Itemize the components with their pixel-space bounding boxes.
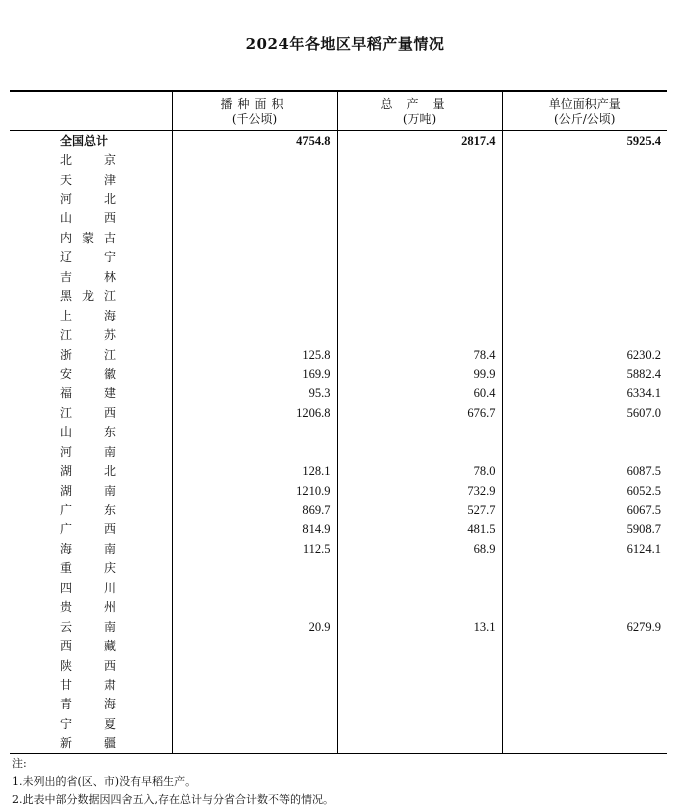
note-item: 2.此表中部分数据因四舍五入,存在总计与分省合计数不等的情况。 [12, 793, 334, 806]
area-cell [172, 734, 337, 754]
region-name: 重 庆 [60, 561, 116, 576]
region-cell [10, 559, 172, 578]
region-name: 贵 州 [60, 600, 116, 615]
table-row [10, 578, 667, 597]
yield-cell [502, 714, 667, 733]
region-name: 辽 宁 [60, 250, 116, 265]
area-cell: 95.3 [172, 384, 337, 403]
region-cell [10, 734, 172, 754]
yield-cell [502, 150, 667, 169]
region-cell [10, 442, 172, 461]
table-body [10, 131, 667, 754]
area-cell [172, 578, 337, 597]
header-yield-per-unit [502, 91, 667, 131]
output-cell [337, 150, 502, 169]
region-name: 云 南 [60, 619, 116, 634]
table-row [10, 461, 667, 480]
area-cell [172, 714, 337, 733]
region-cell [10, 578, 172, 597]
header-unit: (千公顷) [231, 112, 278, 126]
area-cell [172, 559, 337, 578]
yield-cell: 6279.9 [502, 617, 667, 636]
header-unit: (公斤/公顷) [554, 112, 616, 126]
notes [12, 755, 334, 809]
region-name: 宁 夏 [60, 716, 116, 731]
region-cell [10, 461, 172, 480]
yield-cell: 6334.1 [502, 384, 667, 403]
output-cell [337, 675, 502, 694]
region-cell [10, 345, 172, 364]
table-row [10, 248, 667, 267]
output-cell [337, 559, 502, 578]
region-name: 陕 西 [60, 658, 116, 673]
table-row [10, 287, 667, 306]
area-cell [172, 675, 337, 694]
region-name: 广 西 [60, 522, 116, 537]
output-cell [337, 714, 502, 733]
region-cell [10, 364, 172, 383]
region-cell [10, 636, 172, 655]
region-cell [10, 384, 172, 403]
region-cell [10, 170, 172, 189]
area-cell: 1206.8 [172, 403, 337, 422]
yield-cell [502, 287, 667, 306]
table-row [10, 481, 667, 500]
region-cell [10, 675, 172, 694]
region-cell [10, 598, 172, 617]
region-cell [10, 481, 172, 500]
area-cell: 20.9 [172, 617, 337, 636]
yield-cell: 6052.5 [502, 481, 667, 500]
region-name: 上 海 [60, 308, 116, 323]
area-cell [172, 325, 337, 344]
output-cell: 78.0 [337, 461, 502, 480]
region-cell [10, 695, 172, 714]
area-cell: 112.5 [172, 539, 337, 558]
area-cell: 869.7 [172, 500, 337, 519]
yield-cell: 6124.1 [502, 539, 667, 558]
output-cell [337, 228, 502, 247]
area-cell [172, 636, 337, 655]
area-cell: 1210.9 [172, 481, 337, 500]
table-row [10, 150, 667, 169]
output-cell: 2817.4 [337, 131, 502, 151]
table-row [10, 442, 667, 461]
region-name: 江 西 [60, 405, 116, 420]
output-cell [337, 423, 502, 442]
region-name: 四 川 [60, 580, 116, 595]
total-row [10, 131, 667, 151]
region-cell [10, 539, 172, 558]
area-cell [172, 248, 337, 267]
yield-cell: 5908.7 [502, 520, 667, 539]
yield-cell [502, 170, 667, 189]
table-row [10, 714, 667, 733]
yield-cell [502, 734, 667, 754]
output-cell [337, 734, 502, 754]
output-cell [337, 442, 502, 461]
region-name: 西 藏 [60, 639, 116, 654]
area-cell: 128.1 [172, 461, 337, 480]
region-cell [10, 287, 172, 306]
region-name: 山 西 [60, 211, 116, 226]
area-cell [172, 287, 337, 306]
table-row [10, 325, 667, 344]
region-name: 海 南 [60, 541, 116, 556]
region-cell [10, 500, 172, 519]
output-cell [337, 267, 502, 286]
region-name: 黑 龙 江 [60, 289, 116, 304]
area-cell [172, 423, 337, 442]
header-name: 播种面积 [220, 97, 289, 111]
output-cell [337, 306, 502, 325]
output-cell: 481.5 [337, 520, 502, 539]
output-cell: 527.7 [337, 500, 502, 519]
region-name: 江 苏 [60, 328, 116, 343]
yield-cell [502, 325, 667, 344]
area-cell [172, 442, 337, 461]
output-cell [337, 656, 502, 675]
table-row [10, 403, 667, 422]
area-cell [172, 209, 337, 228]
yield-cell [502, 636, 667, 655]
header-unit: (万吨) [402, 112, 437, 126]
region-cell [10, 423, 172, 442]
table-row [10, 559, 667, 578]
yield-cell [502, 248, 667, 267]
area-cell [172, 695, 337, 714]
output-cell: 60.4 [337, 384, 502, 403]
region-cell [10, 617, 172, 636]
region-cell [10, 189, 172, 208]
region-name: 湖 南 [60, 483, 116, 498]
header-name: 单位面积产量 [548, 97, 621, 111]
table-row [10, 228, 667, 247]
output-cell [337, 636, 502, 655]
region-cell [10, 267, 172, 286]
output-cell [337, 209, 502, 228]
region-cell [10, 325, 172, 344]
region-cell [10, 306, 172, 325]
rice-output-table [10, 90, 667, 754]
area-cell [172, 189, 337, 208]
table-row [10, 364, 667, 383]
header-name: 总产量 [380, 97, 459, 111]
output-cell: 78.4 [337, 345, 502, 364]
yield-cell [502, 598, 667, 617]
area-cell [172, 150, 337, 169]
yield-cell [502, 656, 667, 675]
header-total-output [337, 91, 502, 131]
yield-cell [502, 267, 667, 286]
region-name: 湖 北 [60, 464, 116, 479]
region-cell [10, 714, 172, 733]
output-cell: 732.9 [337, 481, 502, 500]
region-cell [10, 520, 172, 539]
region-cell [10, 656, 172, 675]
table-header-row [10, 91, 667, 131]
table-row [10, 306, 667, 325]
table-row [10, 423, 667, 442]
yield-cell [502, 578, 667, 597]
page-title: 2024年各地区早稻产量情况 [245, 35, 445, 53]
region-cell [10, 248, 172, 267]
area-cell [172, 306, 337, 325]
region-cell [10, 150, 172, 169]
region-name: 内 蒙 古 [60, 230, 116, 245]
area-cell: 169.9 [172, 364, 337, 383]
yield-cell [502, 423, 667, 442]
yield-cell [502, 228, 667, 247]
output-cell [337, 189, 502, 208]
yield-cell [502, 695, 667, 714]
table-row [10, 500, 667, 519]
output-cell [337, 695, 502, 714]
area-cell [172, 228, 337, 247]
table-row [10, 520, 667, 539]
yield-cell [502, 189, 667, 208]
yield-cell [502, 675, 667, 694]
yield-cell [502, 209, 667, 228]
output-cell: 99.9 [337, 364, 502, 383]
output-cell [337, 325, 502, 344]
region-name: 广 东 [60, 503, 116, 518]
table-row [10, 617, 667, 636]
region-name: 安 徽 [60, 366, 116, 381]
area-cell [172, 598, 337, 617]
yield-cell: 5882.4 [502, 364, 667, 383]
region-cell [10, 131, 172, 151]
output-cell [337, 287, 502, 306]
region-name: 吉 林 [60, 269, 116, 284]
region-name: 河 南 [60, 444, 116, 459]
table-row [10, 170, 667, 189]
yield-cell [502, 559, 667, 578]
output-cell: 68.9 [337, 539, 502, 558]
yield-cell: 6087.5 [502, 461, 667, 480]
output-cell [337, 598, 502, 617]
region-name: 青 海 [60, 697, 116, 712]
region-name: 天 津 [60, 172, 116, 187]
header-region [10, 91, 172, 131]
area-cell: 4754.8 [172, 131, 337, 151]
region-name: 河 北 [60, 192, 116, 207]
yield-cell: 5607.0 [502, 403, 667, 422]
region-name: 全国总计 [60, 133, 109, 148]
table-row [10, 209, 667, 228]
output-cell: 13.1 [337, 617, 502, 636]
table-row [10, 345, 667, 364]
table-row [10, 189, 667, 208]
table-row [10, 656, 667, 675]
region-name: 北 京 [60, 153, 116, 168]
region-name: 新 疆 [60, 736, 116, 751]
table-row [10, 598, 667, 617]
area-cell [172, 656, 337, 675]
region-cell [10, 228, 172, 247]
area-cell [172, 267, 337, 286]
area-cell: 814.9 [172, 520, 337, 539]
region-cell [10, 209, 172, 228]
output-cell [337, 578, 502, 597]
region-name: 福 建 [60, 386, 116, 401]
note-item: 1.未列出的省(区、市)没有早稻生产。 [12, 775, 197, 788]
header-sown-area [172, 91, 337, 131]
table-row [10, 267, 667, 286]
output-cell [337, 248, 502, 267]
table-row [10, 734, 667, 754]
region-name: 山 东 [60, 425, 116, 440]
region-name: 浙 江 [60, 347, 116, 362]
area-cell: 125.8 [172, 345, 337, 364]
yield-cell: 5925.4 [502, 131, 667, 151]
notes-label: 注: [12, 757, 27, 770]
table-row [10, 695, 667, 714]
yield-cell: 6230.2 [502, 345, 667, 364]
yield-cell [502, 442, 667, 461]
yield-cell: 6067.5 [502, 500, 667, 519]
output-cell: 676.7 [337, 403, 502, 422]
table-row [10, 384, 667, 403]
table-row [10, 675, 667, 694]
region-cell [10, 403, 172, 422]
yield-cell [502, 306, 667, 325]
table-row [10, 636, 667, 655]
area-cell [172, 170, 337, 189]
region-name: 甘 肃 [60, 677, 116, 692]
output-cell [337, 170, 502, 189]
table-row [10, 539, 667, 558]
